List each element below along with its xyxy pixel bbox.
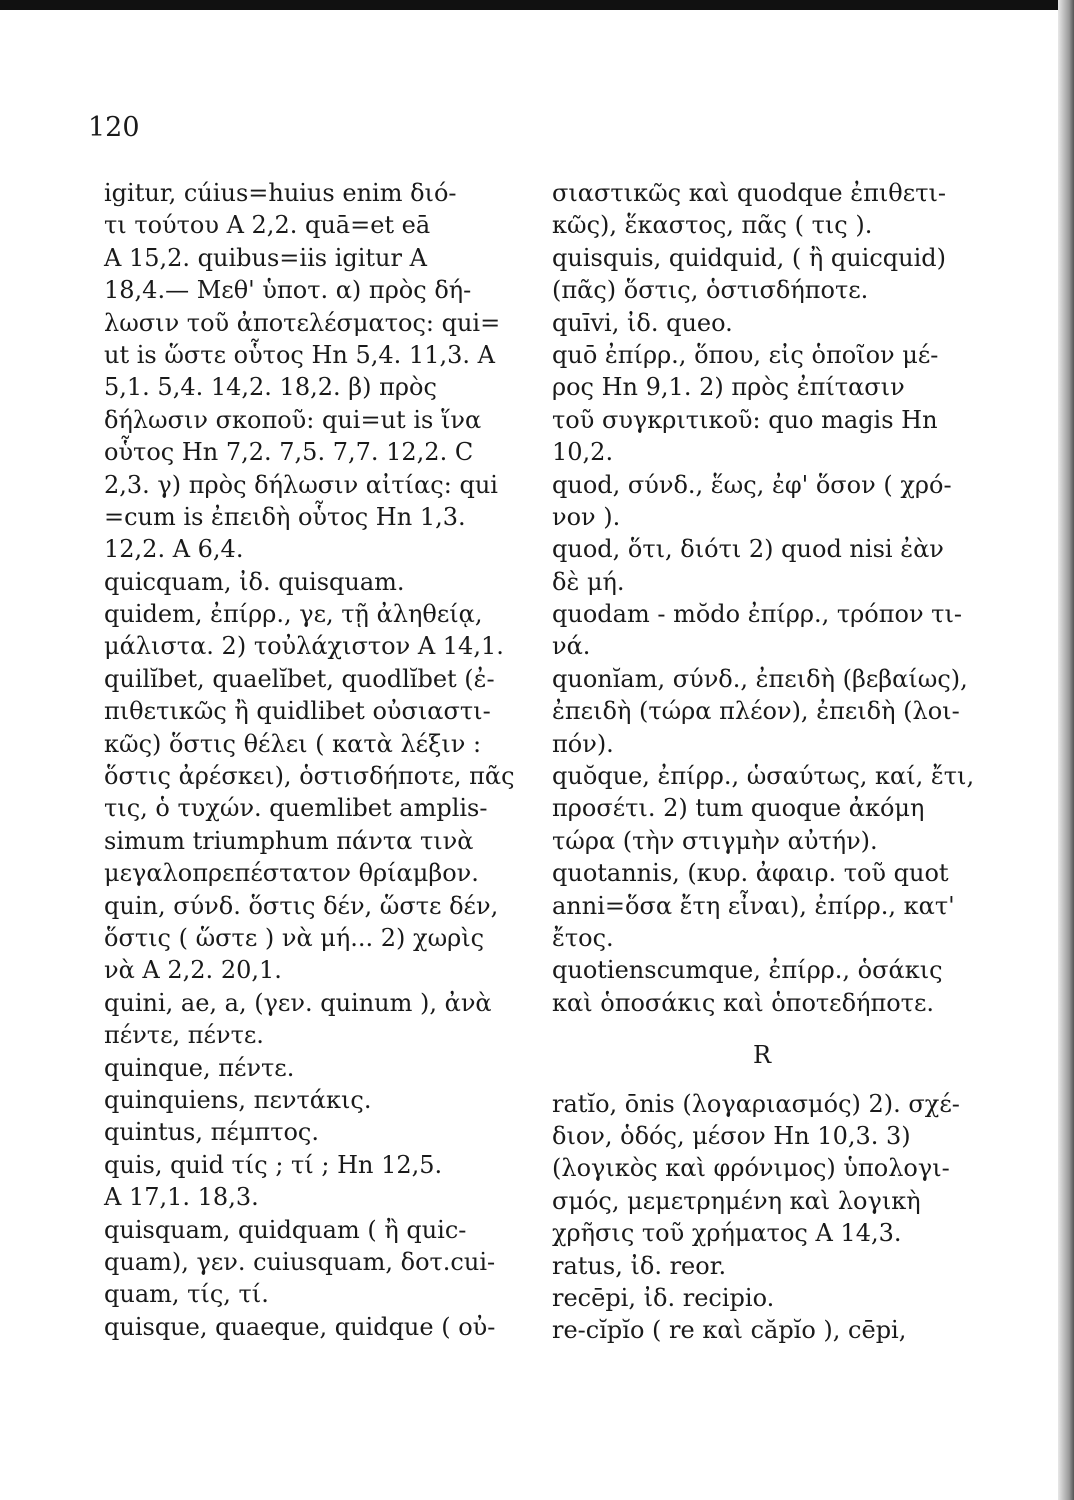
text-line: δὲ μή. bbox=[552, 567, 625, 596]
text-line: ὅστις ( ὥστε ) νὰ μή... 2) χωρὶς bbox=[104, 923, 485, 952]
text-line: igitur, cúius=huius enim διό- bbox=[104, 179, 457, 207]
text-line: quod, ὅτι, διότι 2) quod nisi ἐὰν bbox=[552, 535, 944, 564]
text-line: quilĭbet, quaelĭbet, quodlĭbet (ἐ- bbox=[104, 664, 495, 693]
text-line: quīvi, ἰδ. queo. bbox=[552, 308, 733, 337]
text-line: quod, σύνδ., ἕως, ἐφ' ὅσον ( χρό- bbox=[552, 470, 952, 499]
right-column bbox=[552, 177, 992, 1347]
text-line: δήλωσιν σκοποῦ: qui=ut is ἵνα bbox=[104, 405, 482, 434]
text-line: recēpi, ἰδ. recipio. bbox=[552, 1283, 775, 1312]
page-number: 120 bbox=[88, 112, 140, 143]
text-line: μάλιστα. 2) τοὐλάχιστον A 14,1. bbox=[104, 632, 504, 661]
text-line: quotienscumque, ἐπίρρ., ὁσάκις bbox=[552, 956, 943, 985]
text-line: quam), γεν. cuiusquam, δοτ.cui- bbox=[104, 1247, 496, 1276]
text-line: ὅστις ἀρέσκει), ὁστισδήποτε, πᾶς bbox=[104, 762, 515, 791]
right-column-top bbox=[552, 177, 992, 1019]
text-line: quintus, πέμπτος. bbox=[104, 1118, 320, 1147]
section-letter: R bbox=[752, 1041, 772, 1070]
text-line: quidem, ἐπίρρ., γε, τῇ ἀληθείᾳ, bbox=[104, 600, 483, 629]
text-line: οὗτος Hn 7,2. 7,5. 7,7. 12,2. C bbox=[104, 438, 474, 467]
text-line: 5,1. 5,4. 14,2. 18,2. β) πρὸς bbox=[104, 373, 437, 402]
text-line: ρος Hn 9,1. 2) πρὸς ἐπίτασιν bbox=[552, 373, 905, 402]
text-line: τι τούτου A 2,2. quā=et eā bbox=[104, 211, 431, 240]
text-line: διον, ὁδός, μέσον Hn 10,3. 3) bbox=[552, 1121, 911, 1150]
text-line: simum triumphum πάντα τινὰ bbox=[104, 826, 474, 855]
text-line: ratus, ἰδ. reor. bbox=[552, 1251, 727, 1280]
text-line: 2,3. γ) πρὸς δήλωσιν αἰτίας: qui bbox=[104, 470, 498, 499]
text-line: ut is ὥστε οὗτος Hn 5,4. 11,3. A bbox=[104, 340, 495, 369]
text-line: καὶ ὁποσάκις καὶ ὁποτεδήποτε. bbox=[552, 988, 935, 1017]
text-line: quisquis, quidquid, ( ἢ quicquid) bbox=[552, 243, 947, 272]
text-line: quam, τίς, τί. bbox=[104, 1280, 269, 1309]
text-line: σμός, μεμετρημένη καὶ λογικὴ bbox=[552, 1186, 921, 1215]
text-line: πιθετικῶς ἢ quidlibet οὐσιαστι- bbox=[104, 697, 491, 726]
text-line: ratĭo, ōnis (λογαριασμός) 2). σχέ- bbox=[552, 1089, 960, 1118]
text-line: πέντε, πέντε. bbox=[104, 1021, 264, 1050]
text-line: 18,4.— Μεθ' ὑποτ. α) πρὸς δή- bbox=[104, 276, 472, 305]
text-line: A 17,1. 18,3. bbox=[104, 1183, 259, 1212]
text-line: quonĭam, σύνδ., ἐπειδὴ (βεβαίως), bbox=[552, 664, 968, 693]
text-line: quinquiens, πεντάκις. bbox=[104, 1085, 372, 1114]
text-line: χρῆσις τοῦ χρήματος A 14,3. bbox=[552, 1219, 902, 1248]
left-column bbox=[104, 177, 524, 1343]
text-line: (πᾶς) ὅστις, ὁστισδήποτε. bbox=[552, 276, 869, 305]
text-line: anni=ὅσα ἔτη εἶναι), ἐπίρρ., κατ' bbox=[552, 891, 955, 920]
text-line: μεγαλοπρεπέστατον θρίαμβον. bbox=[104, 859, 479, 888]
text-line: κῶς), ἕκαστος, πᾶς ( τις ). bbox=[552, 211, 873, 240]
text-line: λωσιν τοῦ ἀποτελέσματος: qui= bbox=[104, 308, 501, 337]
text-line: 12,2. A 6,4. bbox=[104, 535, 244, 564]
text-line: A 15,2. quibus=iis igitur A bbox=[104, 243, 427, 272]
text-line: 10,2. bbox=[552, 438, 614, 467]
text-line: quicquam, ἰδ. quisquam. bbox=[104, 567, 405, 596]
text-line: quinque, πέντε. bbox=[104, 1053, 295, 1082]
text-line: =cum is ἐπειδὴ οὗτος Hn 1,3. bbox=[104, 502, 466, 531]
text-line: quisquam, quidquam ( ἢ quic- bbox=[104, 1215, 467, 1244]
text-line: τοῦ συγκριτικοῦ: quo magis Hn bbox=[552, 405, 938, 434]
right-column-bottom bbox=[552, 1088, 992, 1347]
text-line: quini, ae, a, (γεν. quinum ), ἀνὰ bbox=[104, 988, 492, 1017]
text-line: νά. bbox=[552, 632, 591, 661]
text-line: πόν). bbox=[552, 729, 614, 758]
text-line: re-cĭpĭo ( re καὶ căpĭo ), cēpi, bbox=[552, 1316, 907, 1345]
top-border bbox=[0, 0, 1074, 10]
text-line: quotannis, (κυρ. ἀφαιρ. τοῦ quot bbox=[552, 859, 949, 888]
text-line: quin, σύνδ. ὅστις δέν, ὥστε δέν, bbox=[104, 891, 499, 920]
text-line: τις, ὁ τυχών. quemlibet amplis- bbox=[104, 794, 488, 823]
page-edge-shadow bbox=[1058, 0, 1074, 1500]
text-line: κῶς) ὅστις θέλει ( κατὰ λέξιν : bbox=[104, 729, 482, 758]
text-line: quisque, quaeque, quidque ( οὐ- bbox=[104, 1312, 496, 1341]
text-line: quis, quid τίς ; τί ; Hn 12,5. bbox=[104, 1150, 443, 1179]
text-line: τώρα (τὴν στιγμὴν αὐτήν). bbox=[552, 826, 878, 855]
text-line: σιαστικῶς καὶ quodque ἐπιθετι- bbox=[552, 179, 946, 207]
text-line: quŏque, ἐπίρρ., ὡσαύτως, καί, ἔτι, bbox=[552, 762, 975, 791]
text-line: ἐπειδὴ (τώρα πλέον), ἐπειδὴ (λοι- bbox=[552, 697, 960, 726]
text-line: quō ἐπίρρ., ὅπου, εἰς ὁποῖον μέ- bbox=[552, 340, 939, 369]
text-line: νὰ A 2,2. 20,1. bbox=[104, 956, 282, 985]
text-line: νον ). bbox=[552, 502, 621, 531]
text-line: quodam - mŏdo ἐπίρρ., τρόπον τι- bbox=[552, 600, 962, 629]
text-line: προσέτι. 2) tum quoque ἀκόμη bbox=[552, 794, 925, 823]
text-line: (λογικὸς καὶ φρόνιμος) ὑπολογι- bbox=[552, 1154, 950, 1183]
text-line: ἔτος. bbox=[552, 923, 614, 952]
